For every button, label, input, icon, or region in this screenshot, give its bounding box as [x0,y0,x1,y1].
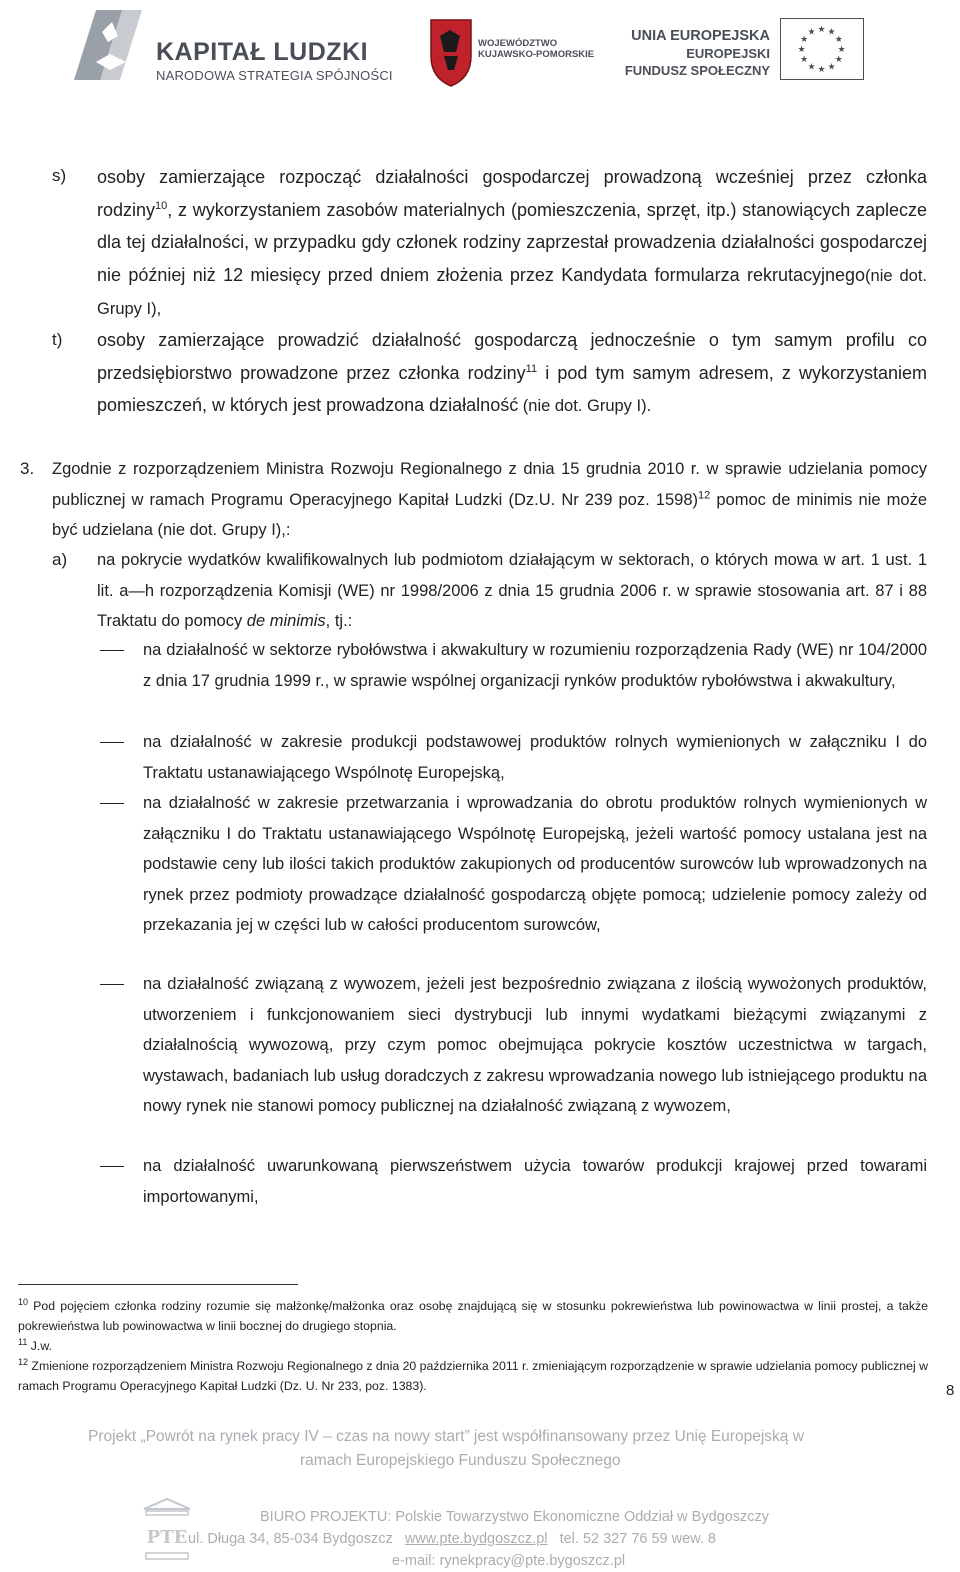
address-text: ul. Długa 34, 85-034 Bydgoszcz [188,1531,405,1547]
text-segment: (nie dot. Grupy I). [518,397,652,416]
footnote-number: 12 [18,1356,29,1367]
office-email[interactable]: e-mail: rynekpracy@pte.bygoszcz.pl [392,1553,626,1569]
svg-text:★: ★ [807,62,816,73]
text-segment: , tj.: [325,612,353,630]
item-text: na działalność uwarunkowaną pierwszeństwem użycia towarów produkcji krajowej przed towarami importowanymi, [143,1157,927,1206]
kapital-ludzki-logo [66,2,396,92]
page-number: 8 [946,1382,955,1399]
pte-logo-text: PTE [146,1527,188,1548]
svg-text:★: ★ [817,25,826,35]
wojewodztwo-text [478,38,594,60]
header-logos [0,0,960,98]
footnote-11 [18,1336,928,1356]
pte-logo [140,1497,194,1563]
kapital-ludzki-title: KAPITAŁ LUDZKI [156,38,369,66]
website-link[interactable]: www.pte.bydgoszcz.pl [404,1531,548,1547]
item-text: na działalność w zakresie przetwarzania i wprowadzania do obrotu produktów rolnych wymienionych w załączniku I do Traktatu ustanawiającego Wspólnotę Europejską, jeżeli wartość pomocy ustalana jest na podstawie ceny lub ilości takich produktów zakupionych od producentów surowców lub wprowadzonych na rynek przez podmioty prowadzące działalność gospodarczą objęte pomocą; udzielenie pomocy zależy od przekazania jej w części lub w całości producentom surowców, [143,794,927,934]
ue-line1: UNIA EUROPEJSKA [631,28,770,44]
svg-text:★: ★ [837,45,846,55]
svg-text:★: ★ [800,35,809,45]
wojewodztwo-line1: WOJEWÓDZTWO [478,38,558,49]
office-address [188,1528,716,1550]
unia-europejska-logo [624,18,880,98]
item-label: s) [52,166,67,185]
item-label: a) [52,550,68,569]
text-segment: Zgodnie z rozporządzeniem Ministra Rozwoju Regionalnego z dnia 15 grudnia 2010 r. w sprawie udzielania pomocy publicznej w ramach Programu Operacyjnego Kapitał Ludzki (Dz.U. Nr 239 poz. 1598) [52,460,927,509]
ue-line2: EUROPEJSKI [686,46,770,61]
item-text [97,545,927,637]
office-footer [188,1506,770,1569]
dash-bullet [100,1166,124,1167]
item-text [52,454,927,546]
item-text [97,324,927,423]
wojewodztwo-line2: KUJAWSKO-POMORSKIE [478,49,595,60]
text-segment: (nie dot. Grupy I), [97,266,927,319]
crest-icon [428,16,474,88]
item-label: 3. [20,459,35,478]
footnote-12 [18,1356,928,1396]
footnote-10 [18,1296,928,1336]
office-title: BIURO PROJEKTU: Polskie Towarzystwo Ekonomiczne Oddział w Bydgoszczy [260,1509,770,1525]
kapital-ludzki-subtitle: NARODOWA STRATEGIA SPÓJNOŚCI [156,68,393,83]
text-segment: , z wykorzystaniem zasobów materialnych (pomieszczenia, sprzęt, itp.) stanowiących zaplecze dla tej działalności, w przypadku gdy członek rodziny zaprzestał prowadzenia działalności gospodarczej nie później niż 12 miesięcy przed dniem złożenia przez Kandydata formularza rekrutacyjnego [97,199,927,285]
svg-text:★: ★ [827,62,836,73]
footnote-text: J.w. [27,1339,52,1353]
footnote-ref: 11 [525,362,538,375]
dash-bullet [100,803,124,804]
text-segment: pomoc de minimis nie może być udzielana (nie dot. Grupy I),: [52,490,928,539]
svg-text:★: ★ [807,27,816,38]
project-footer-line2: ramach Europejskiego Funduszu Społecznego [300,1452,621,1469]
text-segment-italic: de minimis [246,612,326,630]
svg-text:★: ★ [817,65,826,75]
footnote-ref: 12 [698,489,711,501]
footnote-separator [18,1284,298,1285]
text-segment: osoby zamierzające rozpocząć działalności gospodarczej prowadzoną wcześniej przez członka rodziny [97,167,927,220]
text-segment: osoby zamierzające prowadzić działalność gospodarczą jednocześnie o tym samym profilu co przedsiębiorstwo prowadzone przez członka rodziny [97,330,927,383]
dash-bullet [100,984,124,985]
item-text: na działalność w zakresie produkcji podstawowej produktów rolnych wymienionych w załączniku I do Traktatu ustanawiającego Wspólnotę Europejską, [143,733,927,782]
dash-bullet [100,742,124,743]
item-label: t) [52,330,63,349]
footnote-number: 10 [18,1296,29,1307]
item-text: na działalność związaną z wywozem, jeżeli jest bezpośrednio związana z ilością wywożonych produktów, utworzeniem i funkcjonowaniem sieci dystrybucji lub innymi wydatkami bieżącymi związanymi z działalnością wywozową, przy czym pomoc obejmująca pokrycie kosztów uczestnictwa w targach, wystawach, badaniach lub usług doradczych z zakresu wprowadzania nowego lub istniejącego produktu na nowy rynek nie stanowi pomocy publicznej na działalność związaną z wywozem, [143,975,927,1115]
text-segment: na pokrycie wydatków kwalifikowalnych lub podmiotom działającym w sektorach, o których mowa w art. 1 ust. 1 lit. a—h rozporządzenia Komisji (WE) nr 1998/2006 z dnia 15 grudnia 2006 r. w sprawie stosowania art. 87 i 88 Traktatu do pomocy [97,551,927,630]
item-text [97,161,927,326]
svg-text:★: ★ [827,27,836,38]
ue-line3: FUNDUSZ SPOŁECZNY [624,63,770,78]
footnote-text: Pod pojęciem członka rodziny rozumie się małżonkę/małżonka oraz osobę znajdującą się w stosunku pokrewieństwa lub powinowactwa w linii prostej, a także pokrewieństwa lub powinowactwa w linii bocznej do drugiego stopnia. [18,1299,928,1333]
item-text: na działalność w sektorze rybołówstwa i akwakultury w rozumieniu rozporządzenia Rady (WE) nr 104/2000 z dnia 17 grudnia 1999 r., w sprawie wspólnej organizacji rynków produktów rybołówstwa i akwakultury, [143,641,927,690]
phone-text: tel. 52 327 76 59 wew. 8 [547,1531,716,1547]
svg-text:★: ★ [834,35,843,45]
text-segment: i pod tym samym adresem, z wykorzystaniem pomieszczeń, w których jest prowadzona działalność [97,362,927,416]
dash-bullet [100,650,124,651]
svg-text:★: ★ [797,45,806,55]
footnote-ref: 10 [155,199,168,212]
eu-flag-icon [780,18,864,80]
footnote-number: 11 [18,1336,28,1347]
project-footer-line1: Projekt „Powrót na rynek pracy IV – czas na nowy start” jest współfinansowany przez Unię Europejską w [88,1428,804,1445]
kapital-ludzki-emblem-icon [66,2,156,92]
footnote-text: Zmienione rozporządzeniem Ministra Rozwoju Regionalnego z dnia 20 października 2011 r. zmieniającym rozporządzenie w sprawie udzielania pomocy publicznej w ramach Programu Operacyjnego Kapitał Ludzki (Dz. U. Nr 233, poz. 1383). [18,1359,928,1393]
pte-column-icon [140,1497,194,1563]
svg-text:★: ★ [834,55,843,65]
svg-text:★: ★ [800,55,809,65]
ue-text [625,28,770,79]
wojewodztwo-logo [428,12,618,92]
